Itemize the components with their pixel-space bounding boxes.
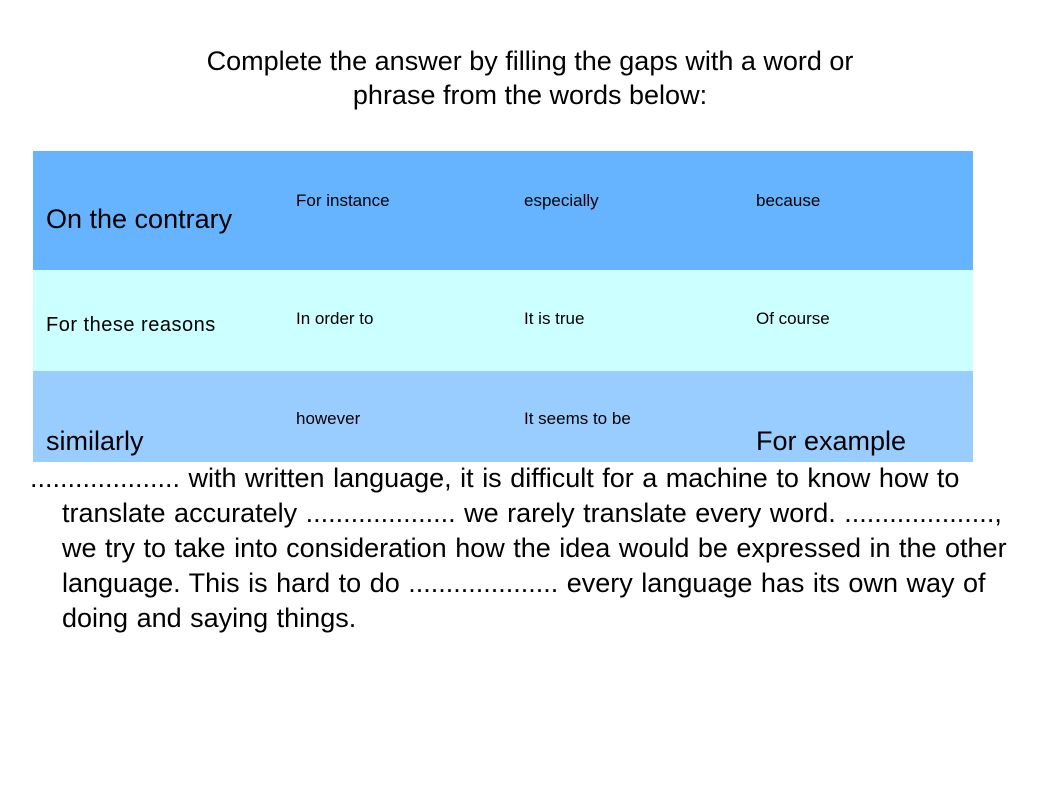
instructions-line-1: Complete the answer by filling the gaps with a word or — [206, 46, 854, 76]
word-bank-cell — [296, 151, 524, 270]
word-option: On the contrary — [46, 204, 233, 234]
word-option: especially — [524, 191, 599, 210]
word-option: because — [756, 191, 821, 210]
word-bank-row — [33, 371, 973, 462]
word-option: similarly — [46, 426, 144, 456]
word-bank-table — [33, 151, 973, 462]
word-bank-cell — [524, 151, 756, 270]
word-bank-cell — [296, 270, 524, 371]
word-bank-cell — [756, 270, 973, 371]
gap-fill-passage: .................... with written language, it is difficult for a machine to know how to translate accurately .................... we rarely translate every word. ...................., we try to take into consideration how the idea would be expressed in the other language. This is hard to do .................... every language has its own way of doing and saying things. — [30, 463, 1007, 633]
instructions-heading — [60, 44, 1000, 112]
word-option: however — [296, 409, 361, 428]
word-bank-cell — [756, 151, 973, 270]
word-option: For these reasons — [46, 314, 216, 336]
word-option: For instance — [296, 191, 390, 210]
word-option: For example — [756, 426, 907, 456]
word-bank-cell — [33, 270, 296, 371]
word-option: In order to — [296, 309, 374, 328]
word-option: Of course — [756, 309, 830, 328]
word-bank-row — [33, 270, 973, 371]
instructions-line-2: phrase from the words below: — [352, 80, 708, 110]
word-bank-cell — [296, 371, 524, 462]
word-bank-cell — [524, 371, 756, 462]
word-option: It seems to be — [524, 409, 631, 428]
word-option: It is true — [524, 309, 585, 328]
word-bank-cell — [524, 270, 756, 371]
word-bank-row — [33, 151, 973, 270]
word-bank-cell — [33, 151, 296, 270]
word-bank-cell — [756, 371, 973, 462]
word-bank-cell — [33, 371, 296, 462]
